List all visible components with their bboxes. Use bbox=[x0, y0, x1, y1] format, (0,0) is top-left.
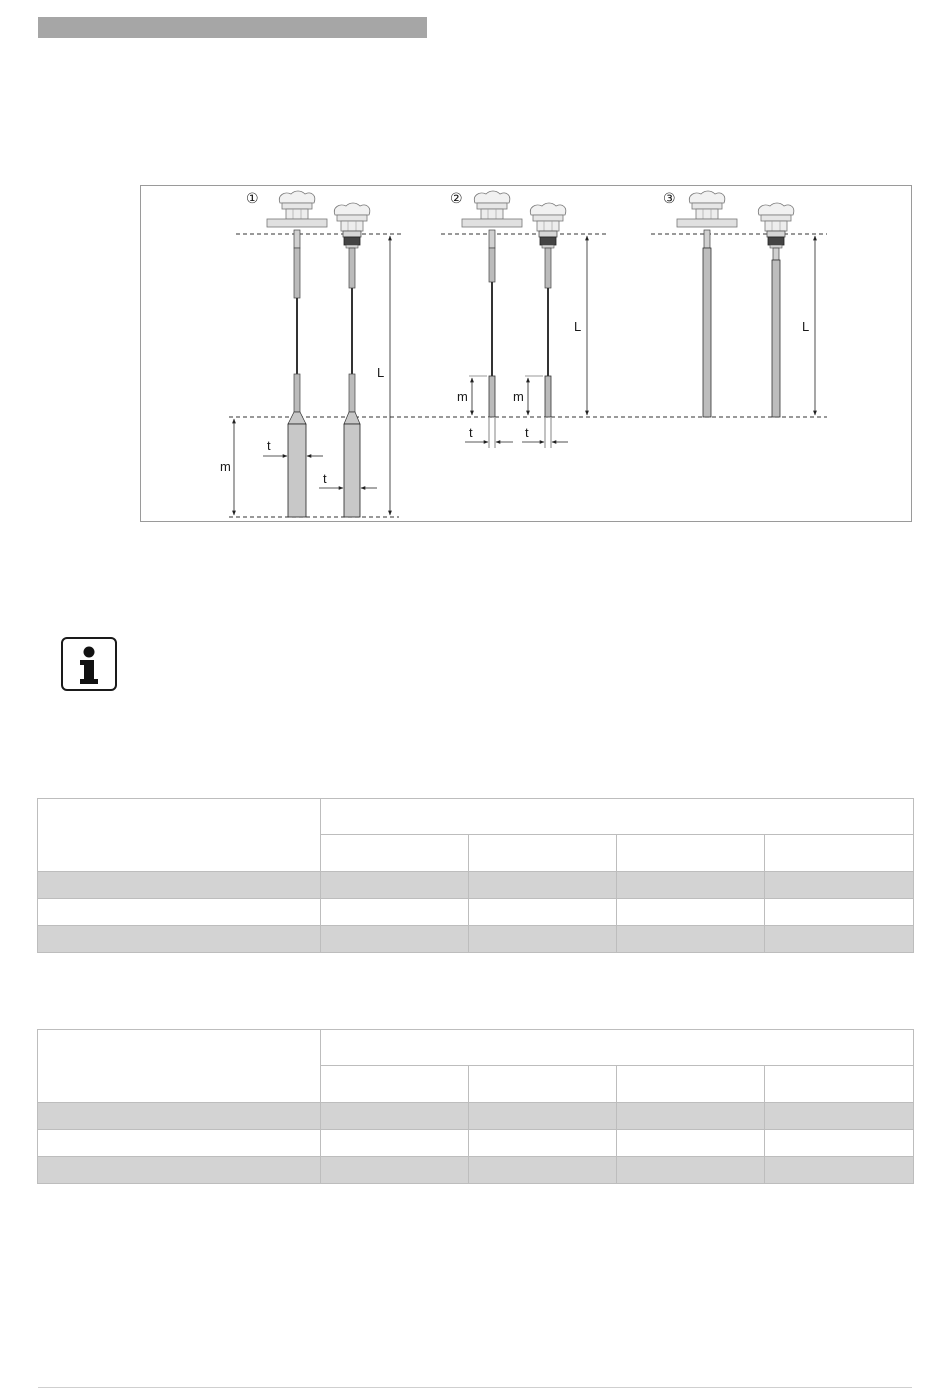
dimension-table-2 bbox=[37, 1029, 914, 1184]
length-label: L bbox=[574, 319, 582, 334]
table-cell bbox=[469, 926, 617, 953]
cable-probe-flange bbox=[462, 191, 522, 227]
table-header-cell bbox=[321, 1030, 914, 1066]
table-cell bbox=[469, 1103, 617, 1130]
table-cell bbox=[617, 899, 765, 926]
cable-probe-flange-body bbox=[288, 230, 306, 517]
table-cell bbox=[321, 899, 469, 926]
length-label: L bbox=[377, 365, 385, 380]
table-header-cell bbox=[765, 1066, 914, 1103]
table-cell bbox=[765, 1157, 914, 1184]
table-cell bbox=[321, 872, 469, 899]
table-cell bbox=[617, 872, 765, 899]
table-cell bbox=[765, 1103, 914, 1130]
table-header-cell bbox=[469, 1066, 617, 1103]
table-cell bbox=[765, 1130, 914, 1157]
weight-length-label: m bbox=[513, 389, 524, 404]
thickness-label: t bbox=[525, 425, 529, 440]
table-row bbox=[38, 926, 914, 953]
table-cell bbox=[617, 926, 765, 953]
probe-dimension-figure bbox=[140, 185, 912, 522]
table-row bbox=[38, 1157, 914, 1184]
table-cell bbox=[38, 926, 321, 953]
table-header-cell bbox=[321, 835, 469, 872]
table-cell bbox=[321, 926, 469, 953]
table-cell bbox=[765, 872, 914, 899]
table-cell bbox=[469, 872, 617, 899]
cable-probe-threaded bbox=[334, 203, 369, 248]
cable-probe-threaded-body bbox=[545, 248, 551, 417]
rod-probe-threaded bbox=[758, 203, 793, 248]
table-cell bbox=[38, 1130, 321, 1157]
table-cell bbox=[765, 926, 914, 953]
rod-probe-flange-body bbox=[703, 230, 711, 417]
table-header-cell bbox=[321, 799, 914, 835]
table-header-cell bbox=[38, 1030, 321, 1103]
table-header-cell bbox=[321, 1066, 469, 1103]
rod-probe-flange bbox=[677, 191, 737, 227]
thickness-label: t bbox=[323, 471, 327, 486]
table-row bbox=[38, 1103, 914, 1130]
table-cell bbox=[321, 1103, 469, 1130]
thickness-label: t bbox=[469, 425, 473, 440]
probe-dimension-drawing bbox=[141, 186, 913, 523]
table-cell bbox=[617, 1103, 765, 1130]
table-header-cell bbox=[765, 835, 914, 872]
info-icon bbox=[61, 637, 117, 691]
table-header-cell bbox=[617, 835, 765, 872]
table-header-cell bbox=[38, 799, 321, 872]
cable-probe-threaded bbox=[530, 203, 565, 248]
table-cell bbox=[38, 872, 321, 899]
section-header-bar bbox=[38, 17, 427, 38]
rod-probe-threaded-body bbox=[772, 248, 780, 417]
table-cell bbox=[617, 1130, 765, 1157]
length-label: L bbox=[802, 319, 810, 334]
thickness-label: t bbox=[267, 438, 271, 453]
cable-probe-flange bbox=[267, 191, 327, 227]
table-row bbox=[38, 1130, 914, 1157]
dimension-table-1 bbox=[37, 798, 914, 953]
table-cell bbox=[617, 1157, 765, 1184]
weight-length-label: m bbox=[457, 389, 468, 404]
table-row bbox=[38, 872, 914, 899]
table-cell bbox=[765, 899, 914, 926]
table-header-cell bbox=[617, 1066, 765, 1103]
cable-probe-flange-body bbox=[489, 230, 495, 417]
table-cell bbox=[38, 899, 321, 926]
group-marker-3: ③ bbox=[663, 191, 676, 207]
table-cell bbox=[469, 1157, 617, 1184]
table-cell bbox=[38, 1103, 321, 1130]
footer-divider bbox=[38, 1387, 912, 1388]
cable-probe-threaded-body bbox=[344, 248, 360, 517]
table-cell bbox=[469, 899, 617, 926]
group-marker-2: ② bbox=[450, 191, 463, 207]
table-row bbox=[38, 899, 914, 926]
table-cell bbox=[38, 1157, 321, 1184]
group-marker-1: ① bbox=[246, 191, 259, 207]
table-cell bbox=[321, 1157, 469, 1184]
weight-length-label: m bbox=[220, 459, 231, 474]
table-header-cell bbox=[469, 835, 617, 872]
table-cell bbox=[321, 1130, 469, 1157]
table-cell bbox=[469, 1130, 617, 1157]
